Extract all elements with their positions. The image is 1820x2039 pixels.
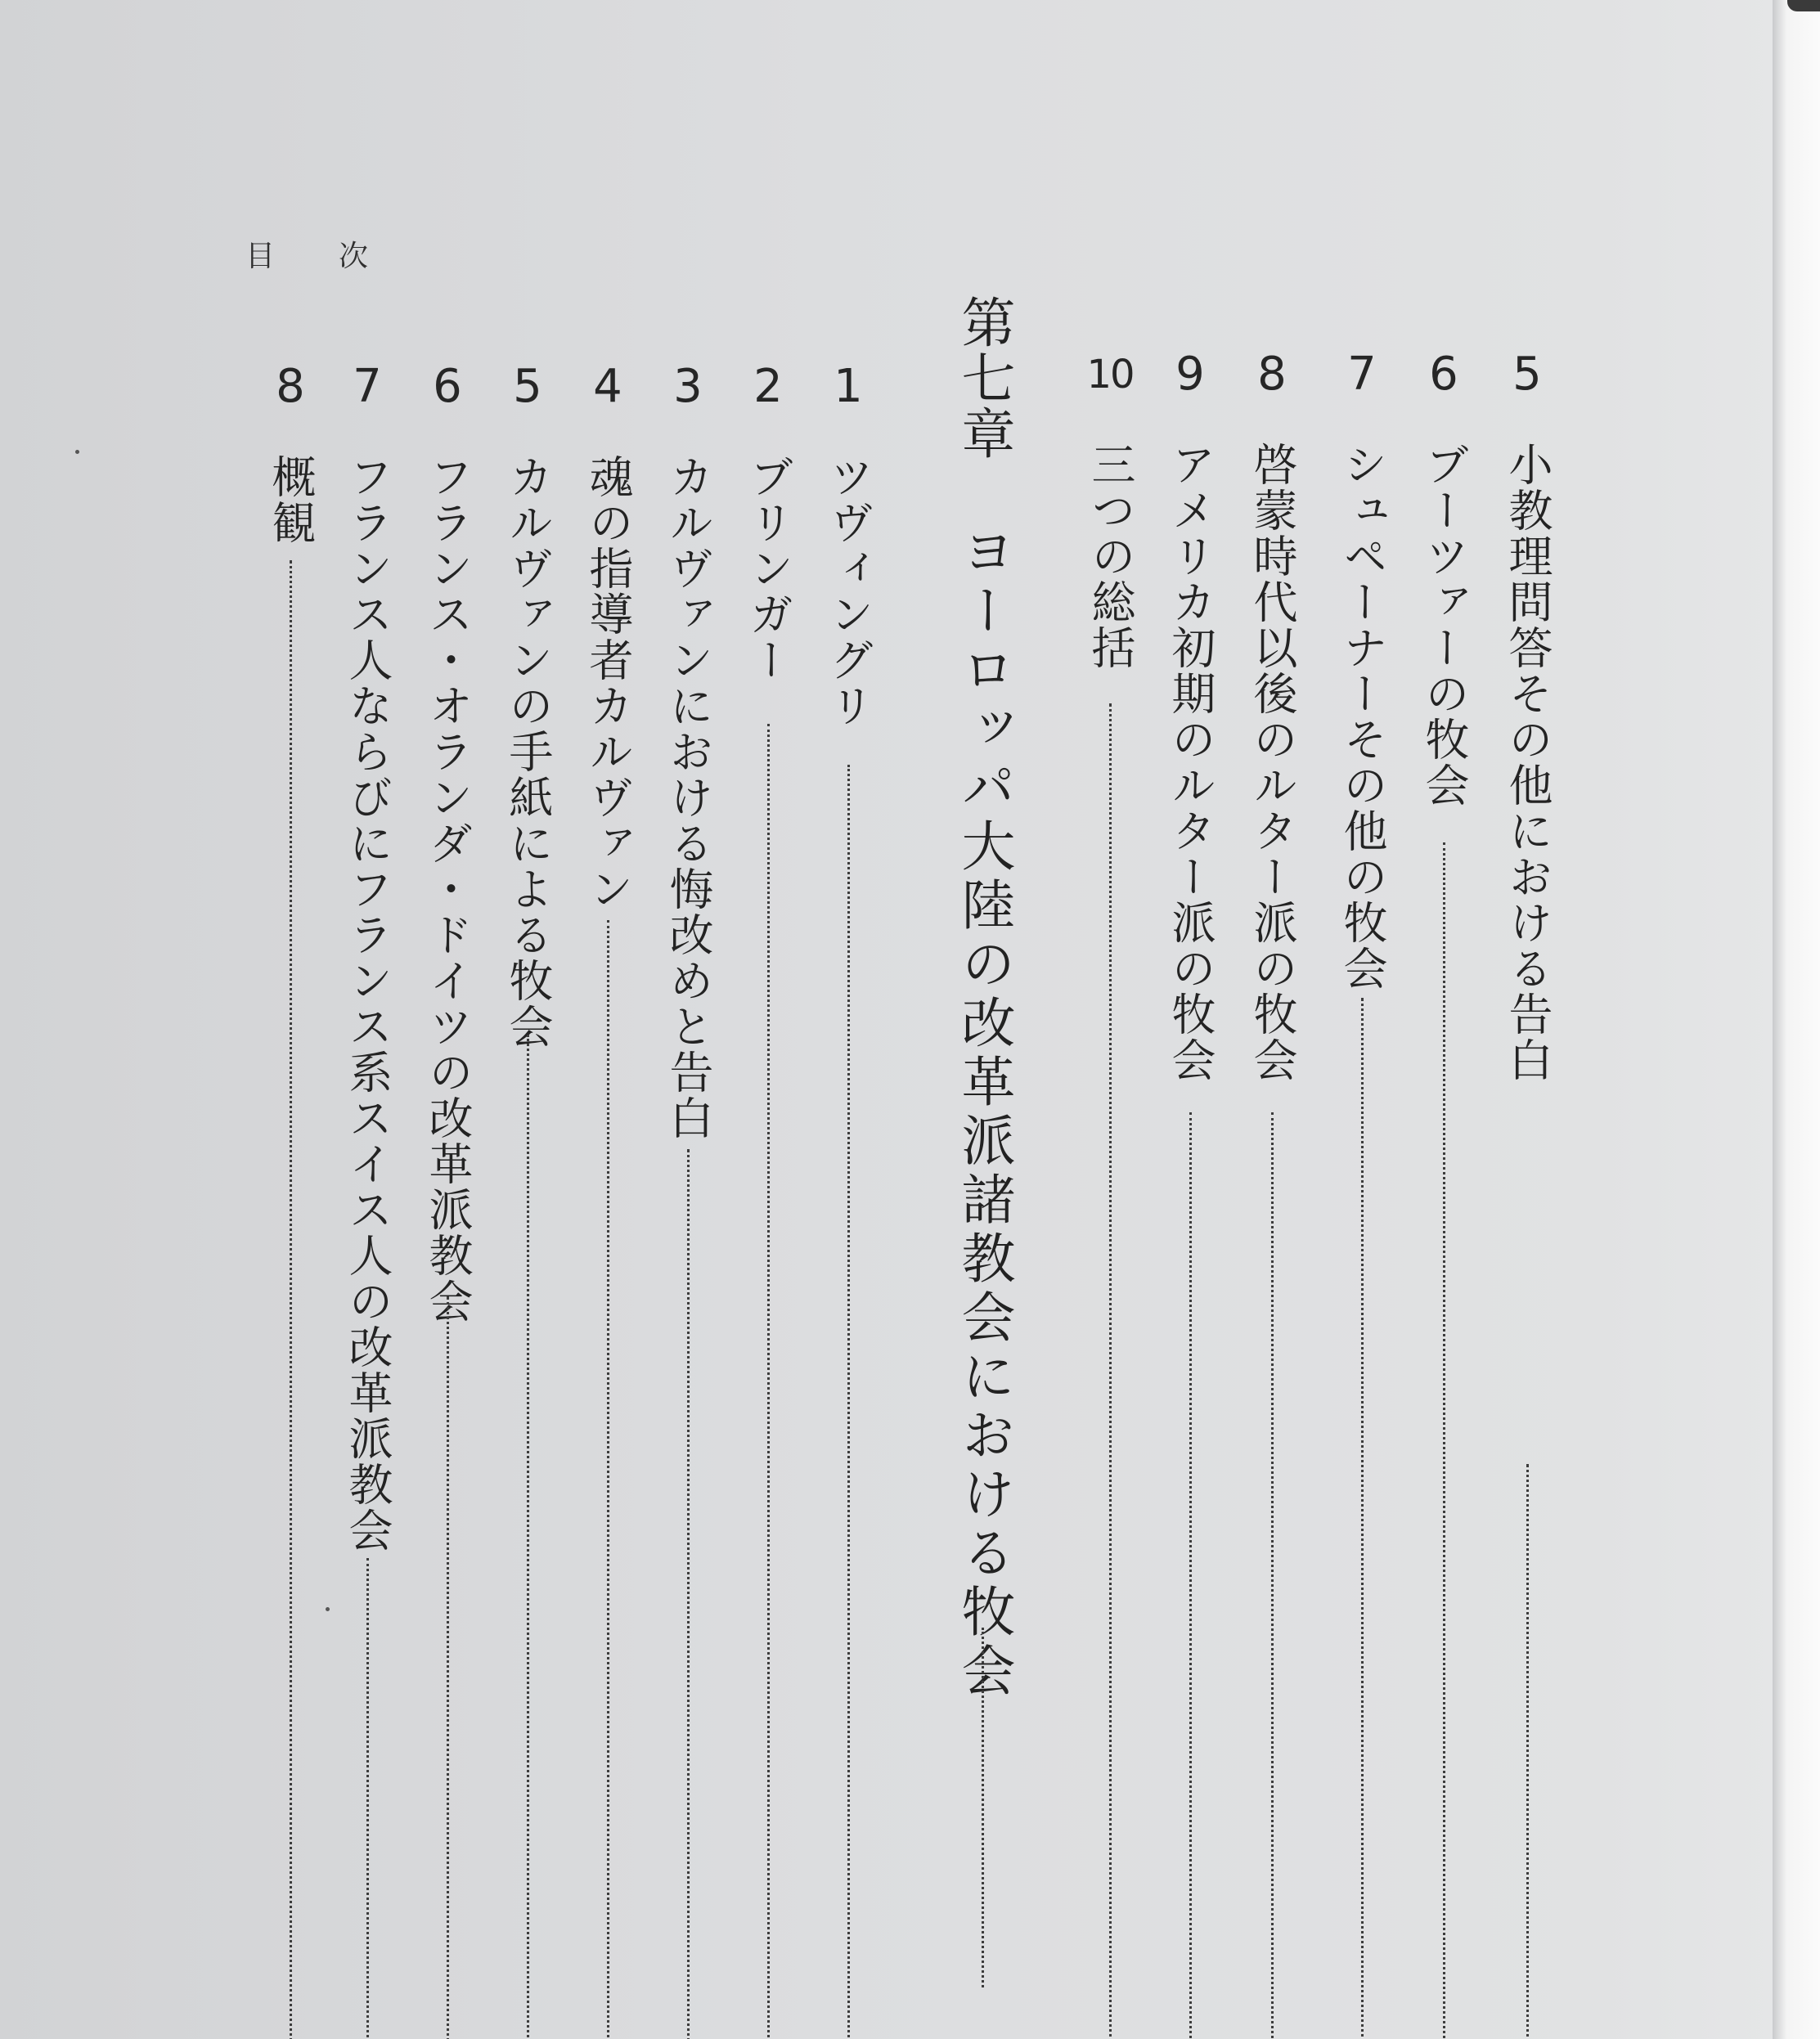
dot-leader — [366, 1558, 369, 2039]
entry-title: アメリカ初期のルター派の牧会 — [1165, 442, 1216, 1083]
entry-number: 4 — [593, 360, 622, 413]
page-header: 目次 — [245, 240, 433, 273]
toc-entry — [1243, 348, 1301, 1906]
entry-title: シュペーナーその他の牧会 — [1337, 442, 1388, 991]
entry-title: 概観 — [265, 454, 317, 546]
entry-title: 小教理問答その他における告白 — [1502, 442, 1553, 1083]
entry-title: ブリンガー — [743, 454, 794, 683]
chapter-title: ヨーロッパ大陸の改革派諸教会における牧会 — [952, 523, 1015, 1701]
chapter-heading — [950, 294, 1016, 1979]
entry-number: 1 — [834, 360, 863, 413]
dot-leader — [1109, 703, 1112, 2039]
entry-title: ブーツァーの牧会 — [1418, 442, 1470, 808]
dot-leader — [1526, 1464, 1529, 2039]
toc-entry — [262, 360, 319, 1918]
entry-title: 啓蒙時代以後のルター派の牧会 — [1247, 442, 1298, 1083]
entry-title: フランス・オランダ・ドイツの改革派教会 — [422, 454, 474, 1324]
corner-mark — [1787, 0, 1820, 11]
toc-entry — [499, 360, 556, 1918]
chapter-label: 第七章 — [952, 294, 1015, 461]
dot-leader — [607, 920, 609, 2039]
toc-entry — [419, 360, 476, 1918]
toc-entry — [820, 360, 877, 1918]
entry-number: 7 — [353, 360, 382, 413]
entry-number: 2 — [753, 360, 783, 413]
dot-leader — [1361, 998, 1364, 2039]
entry-number: 8 — [1257, 348, 1287, 401]
dot-leader — [767, 724, 770, 2039]
paper-speck — [326, 1607, 330, 1611]
dot-leader — [1443, 842, 1445, 2039]
dot-leader — [290, 560, 292, 2039]
entry-number: 8 — [276, 360, 305, 413]
entry-number: 6 — [433, 360, 462, 413]
toc-entry — [1081, 352, 1139, 1906]
entry-title: 魂の指導者カルヴァン — [582, 454, 634, 912]
toc-entry — [579, 360, 636, 1918]
toc-entry — [339, 360, 396, 1918]
entry-number: 7 — [1347, 348, 1377, 401]
toc-entry — [1162, 348, 1219, 1906]
toc-entry — [1333, 348, 1391, 1906]
page-edge — [1773, 0, 1820, 2039]
entry-title: カルヴァンにおける悔改めと告白 — [663, 454, 714, 1141]
paper-speck — [75, 450, 79, 454]
entry-title: ツヴィングリ — [823, 454, 874, 729]
dot-leader — [687, 1149, 690, 2039]
toc-entry — [739, 360, 797, 1918]
entry-title: フランス人ならびにフランス系スイス人の改革派教会 — [342, 454, 393, 1553]
dot-leader — [447, 1296, 449, 2039]
entry-number: 9 — [1175, 348, 1205, 401]
entry-title: 三つの総括 — [1085, 442, 1136, 671]
dot-leader — [1189, 1112, 1192, 2039]
entry-number: 10 — [1086, 352, 1134, 397]
entry-number: 5 — [513, 360, 542, 413]
dot-leader — [847, 765, 850, 2039]
entry-number: 3 — [673, 360, 703, 413]
entry-title: カルヴァンの手紙による牧会 — [502, 454, 554, 1049]
dot-leader — [1271, 1112, 1274, 2039]
entry-number: 6 — [1429, 348, 1458, 401]
toc-entry — [659, 360, 717, 1918]
toc-entry — [1415, 348, 1472, 1906]
dot-leader — [982, 1628, 984, 1987]
dot-leader — [527, 1035, 529, 2039]
entry-number: 5 — [1512, 348, 1542, 401]
toc-entry — [1499, 348, 1556, 1906]
